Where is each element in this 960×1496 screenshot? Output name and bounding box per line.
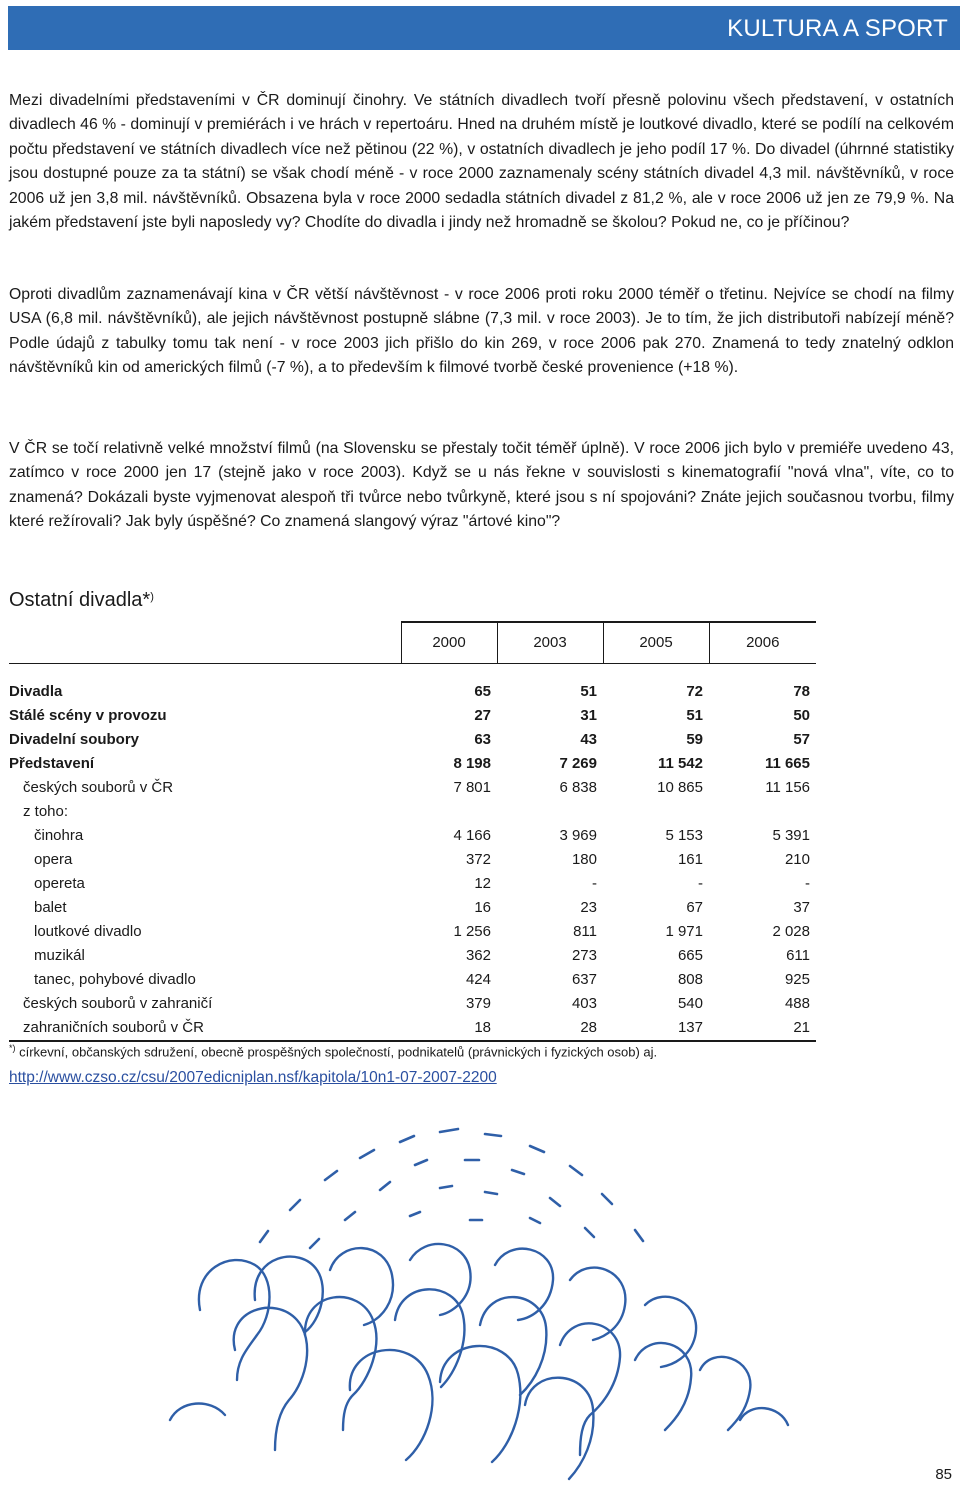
cell-value: 137 [603, 1016, 709, 1041]
cell-value: 51 [580, 683, 597, 700]
cell-value: 4 166 [453, 827, 491, 844]
table-row [9, 776, 816, 800]
cell-value: 3 969 [559, 827, 597, 844]
cell-value: 362 [465, 947, 491, 964]
cell-value: 65 [474, 683, 491, 700]
page-number: 85 [935, 1466, 952, 1483]
cell-value: 5 153 [665, 827, 703, 844]
audience-crowd-illustration [140, 1120, 820, 1490]
row-label: tanec, pohybové divadlo [34, 971, 196, 988]
table-row [9, 1016, 816, 1041]
row-label: opera [34, 851, 73, 868]
cell-value: 637 [571, 971, 597, 988]
cell-value: 540 [677, 995, 703, 1012]
row-label: českých souborů v ČR [23, 779, 174, 796]
table-row [9, 848, 816, 872]
cell-value: 31 [580, 707, 597, 724]
cell-value: 424 [465, 971, 491, 988]
cell-value: 28 [497, 1016, 603, 1041]
cell-value: 72 [686, 683, 703, 700]
paragraph-cinemas: Oproti divadlům zaznamenávají kina v ČR větší návštěvnost - v roce 2006 proti roku 2000 téměř o třetinu. Nejvíce se chodí na filmy USA (6,8 mil. návštěvníků), ale jejich návštěvnost postupně slábne (7,3 mil. v roce 2003). Je to tím, že jich distributoři nabízejí méně? Podle údajů z tabulky tomu tak není - v roce 2003 jich přišlo do kin 269, v roce 2006 pak 270. Znamená to tedy znatelný odklon návštěvníků kin od amerických filmů (-7 %), a to především k filmové tvorbě české provenience (+18 %). [9, 286, 954, 377]
row-label: Představení [9, 755, 95, 772]
table-row [9, 752, 816, 776]
cell-value: 8 198 [453, 755, 491, 772]
cell-value: 43 [580, 731, 597, 748]
header-blank-cell [9, 622, 401, 664]
cell-value: 488 [784, 995, 810, 1012]
cell-value: 59 [686, 731, 703, 748]
cell-value: 811 [573, 923, 597, 940]
year-header: 2005 [603, 622, 709, 664]
row-label: Divadla [9, 683, 63, 700]
year-header: 2000 [401, 622, 497, 664]
cell-value: 50 [793, 707, 810, 724]
cell-value: 23 [580, 899, 597, 916]
cell-value: 57 [793, 731, 810, 748]
cell-value: 18 [401, 1016, 497, 1041]
row-label: českých souborů v zahraničí [23, 995, 213, 1012]
table-row [9, 704, 816, 728]
row-label: zahraničních souborů v ČR [9, 1016, 401, 1041]
table-row [9, 896, 816, 920]
paragraph-theatres: Mezi divadelními představeními v ČR dominují činohry. Ve státních divadlech tvoří přesně polovinu všech představení, v ostatních divadlech 46 % - dominují v premiérách i ve hrách v repertoáru. Hned na druhém místě je loutkové divadlo, které se podílí na celkovém počtu představení ve státních divadlech více než pětinou (22 %), v ostatních divadlech je jeho podíl 17 %. Do divadel (úhrnné statistiky jsou dostupné pouze za ta státní) se však chodí méně - v roce 2000 zaznamenaly scény státních divadel 4,3 mil. návštěvníků, v roce 2006 už jen 3,8 mil. návštěvníků. Obsazena byla v roce 2000 sedadla státních divadel z 81,2 %, ale v roce 2006 už jen ze 79,9 %. Na jakém představení jste byli naposledy vy? Chodíte do divadla i jindy než hromadně se školou? Pokud ne, co je příčinou? [9, 92, 954, 232]
source-link[interactable]: http://www.czso.cz/csu/2007edicniplan.nsf/kapitola/10n1-07-2007-2200 [9, 1069, 497, 1086]
cell-value: 665 [677, 947, 703, 964]
row-label: činohra [34, 827, 84, 844]
row-label: Stálé scény v provozu [9, 707, 167, 724]
table-row [9, 800, 816, 824]
cell-value: 11 542 [657, 755, 703, 772]
cell-value: 379 [465, 995, 491, 1012]
section-header-title: KULTURA A SPORT [727, 15, 948, 42]
cell-value: 210 [784, 851, 810, 868]
cell-value: 161 [677, 851, 703, 868]
cell-value: 67 [686, 899, 703, 916]
cell-value: 273 [571, 947, 597, 964]
cell-value: 7 801 [453, 779, 491, 796]
cell-value: 21 [709, 1016, 816, 1041]
cell-value: 1 971 [665, 923, 703, 940]
cell-value: 2 028 [772, 923, 810, 940]
cell-value: - [592, 875, 597, 892]
row-label: muzikál [34, 947, 85, 964]
cell-value: 27 [474, 707, 491, 724]
cell-value: 180 [571, 851, 597, 868]
cell-value: 925 [784, 971, 810, 988]
cell-value: 78 [793, 683, 810, 700]
table-row [9, 824, 816, 848]
header-band [8, 6, 960, 50]
row-label: loutkové divadlo [34, 923, 142, 940]
table-row [9, 920, 816, 944]
row-label: Divadelní soubory [9, 731, 140, 748]
table-row [9, 680, 816, 704]
year-header: 2003 [497, 622, 603, 664]
table-row [9, 728, 816, 752]
row-label: balet [34, 899, 67, 916]
cell-value: 63 [474, 731, 491, 748]
cell-value: 16 [474, 899, 491, 916]
table-row [9, 992, 816, 1016]
cell-value: 37 [793, 899, 810, 916]
cell-value: 11 156 [765, 779, 810, 796]
table-row [9, 872, 816, 896]
cell-value: 372 [465, 851, 491, 868]
cell-value: 10 865 [657, 779, 703, 796]
paragraph-czech-film: V ČR se točí relativně velké množství filmů (na Slovensku se přestaly točit téměř úplně). V roce 2006 jich bylo v premiéře uvedeno 43, zatímco v roce 2000 jen 17 (stejně jako v roce 2003). Když se u nás řekne v souvislosti s kinematografií "nová vlna", víte, co to znamená? Dokázali byste vyjmenovat alespoň tři tvůrce nebo tvůrkyně, které jsou s ní spojováni? Znáte jejich současnou tvorbu, filmy které režírovali? Jak byly úspěšné? Co znamená slangový výraz "ártové kino"? [9, 440, 954, 531]
row-label: z toho: [23, 803, 69, 820]
table-row [9, 968, 816, 992]
cell-value: 7 269 [559, 755, 597, 772]
table-header-row [9, 622, 816, 664]
crowd-heads [170, 1244, 788, 1479]
cell-value: 403 [571, 995, 597, 1012]
cell-value: 5 391 [772, 827, 810, 844]
theatre-statistics-table [9, 621, 816, 1042]
cell-value: 611 [786, 947, 810, 964]
table-row [9, 944, 816, 968]
row-label: opereta [34, 875, 85, 892]
cell-value: 12 [474, 875, 491, 892]
cell-value: - [698, 875, 703, 892]
cell-value: - [805, 875, 810, 892]
table-title: Ostatní divadla*) [9, 589, 154, 611]
cell-value: 808 [677, 971, 703, 988]
cell-value: 1 256 [453, 923, 491, 940]
cell-value: 6 838 [559, 779, 597, 796]
cell-value: 11 665 [764, 755, 810, 772]
cell-value: 51 [686, 707, 703, 724]
table-footnote: *) církevní, občanských sdružení, obecně prospěšných společností, podnikatelů (právnických i fyzických osob) aj. [9, 1043, 658, 1060]
speech-dashes [260, 1129, 643, 1248]
year-header: 2006 [709, 622, 816, 664]
